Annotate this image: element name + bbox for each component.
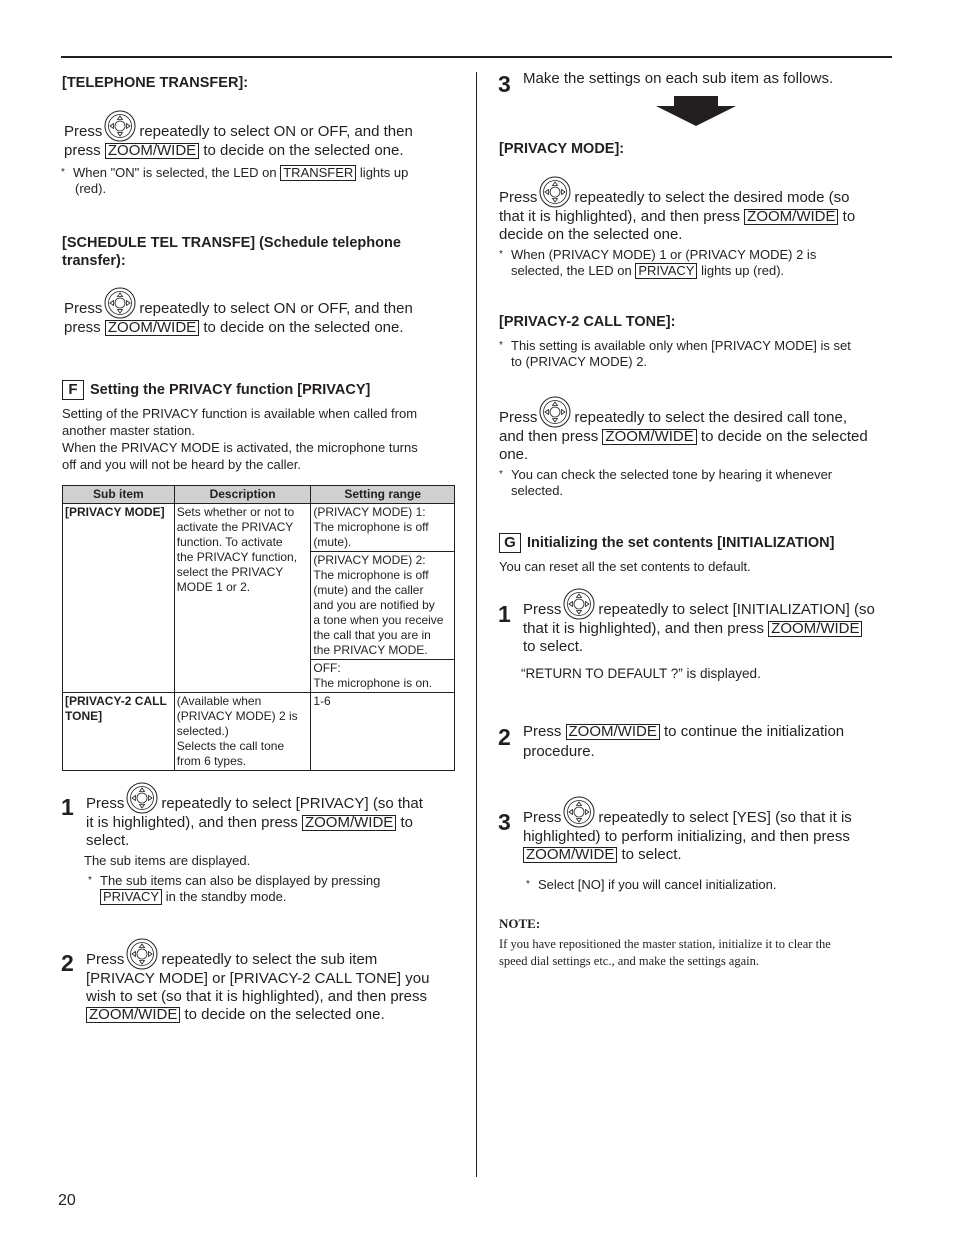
note-body: [499, 936, 899, 970]
note-line: If you have repositioned the master station, initialize it to clear the: [499, 937, 831, 951]
zoom-wide-key: ZOOM/WIDE: [105, 143, 199, 159]
instruction-text: repeatedly to select ON or OFF, and then: [139, 300, 413, 317]
step-number: 3: [498, 71, 511, 97]
call-tone-note: [499, 338, 889, 370]
zoom-wide-key: ZOOM/WIDE: [302, 815, 396, 831]
tel-transfer-instruction: [64, 110, 464, 160]
sub-item-cell: [PRIVACY MODE]: [63, 504, 175, 693]
sub-item-cell: [63, 693, 175, 771]
cell-line: the call that you are in: [313, 628, 431, 642]
section-title: Setting the PRIVACY function [PRIVACY]: [90, 382, 371, 398]
privacy-mode-note: [499, 247, 889, 279]
call-tone-instruction: [499, 396, 889, 464]
zoom-wide-key: ZOOM/WIDE: [768, 621, 862, 637]
instruction-text: press: [64, 142, 101, 159]
cell-line: the PRIVACY function,: [176, 550, 298, 564]
cell-line: (Available when: [176, 694, 262, 708]
table-header-row: [63, 486, 455, 504]
instruction-text: to: [842, 208, 856, 225]
call-tone-heading: [PRIVACY-2 CALL TONE]:: [499, 314, 676, 330]
note-text: You can check the selected tone by hearing it whenever: [511, 467, 833, 482]
cell-line: TONE]: [65, 709, 103, 723]
instruction-text: to decide on the selected one.: [184, 1006, 385, 1023]
table-row: [63, 504, 455, 552]
dial-icon: [126, 782, 158, 814]
press-text: Press: [64, 300, 103, 317]
step1-note: [88, 873, 448, 905]
dial-icon: [539, 396, 571, 428]
step-number: 2: [61, 950, 74, 976]
note-text: selected, the LED on: [511, 263, 632, 278]
cell-line: Selects the call tone: [176, 739, 285, 753]
privacy-key: PRIVACY: [635, 263, 697, 279]
instruction-text: highlighted) to perform initializing, and then press: [523, 828, 850, 845]
cell-line: The microphone is on.: [313, 676, 433, 690]
intro-line: off and you will not be heard by the caller.: [62, 457, 301, 472]
step1-result: The sub items are displayed.: [84, 853, 251, 868]
instruction-text: it is highlighted), and then press: [86, 814, 298, 831]
g-step2-instruction: [523, 723, 898, 761]
cell-line: a tone when you receive: [313, 613, 444, 627]
instruction-text: to decide on the selected one.: [203, 142, 404, 159]
cell-line: function. To activate: [176, 535, 283, 549]
privacy-key: PRIVACY: [100, 889, 162, 905]
tel-transfer-note: [61, 165, 461, 197]
g-step1-result: “RETURN TO DEFAULT ?” is displayed.: [521, 666, 761, 681]
tel-transfer-heading: [TELEPHONE TRANSFER]:: [62, 75, 249, 91]
cell-line: selected.): [176, 724, 229, 738]
intro-line: Setting of the PRIVACY function is available when called from: [62, 406, 418, 421]
table-row: [63, 693, 455, 771]
note-text: When (PRIVACY MODE) 1 or (PRIVACY MODE) 2 is: [511, 247, 817, 262]
g-step3-instruction: [523, 796, 898, 864]
schedule-instruction: [64, 287, 464, 337]
section-g-intro: You can reset all the set contents to default.: [499, 559, 751, 574]
description-cell: [174, 693, 311, 771]
press-text: Press: [523, 601, 562, 618]
note-label: NOTE:: [499, 916, 541, 931]
cell-line: (PRIVACY MODE) 2:: [313, 553, 426, 567]
g-step1-instruction: [523, 588, 898, 656]
col-header: Sub item: [63, 486, 175, 504]
note-line: speed dial settings etc., and make the settings again.: [499, 954, 759, 968]
instruction-text: [PRIVACY MODE] or [PRIVACY-2 CALL TONE] you: [86, 970, 430, 987]
cell-line: The microphone is off: [313, 568, 429, 582]
instruction-text: press: [64, 319, 101, 336]
privacy-settings-table: [62, 485, 455, 771]
setting-cell: [311, 552, 455, 660]
press-text: Press: [499, 189, 538, 206]
zoom-wide-key: ZOOM/WIDE: [566, 724, 660, 740]
instruction-text: repeatedly to select [PRIVACY] (so that: [161, 795, 423, 812]
instruction-text: repeatedly to select the desired call tone,: [574, 409, 848, 426]
press-text: Press: [86, 951, 125, 968]
note-text: This setting is available only when [PRIVACY MODE] is set: [511, 338, 851, 353]
call-tone-note2: [499, 467, 889, 499]
dial-icon: [126, 938, 158, 970]
instruction-text: procedure.: [523, 743, 595, 760]
asterisk: *: [526, 879, 530, 890]
instruction-text: one.: [499, 446, 529, 463]
step2-instruction: [86, 938, 466, 1024]
instruction-text: decide on the selected one.: [499, 226, 683, 243]
step-number: 2: [498, 724, 511, 750]
cell-line: [PRIVACY-2 CALL: [65, 694, 167, 708]
step-number: 1: [498, 601, 511, 627]
cell-line: (PRIVACY MODE) 2 is: [176, 709, 298, 723]
instruction-text: repeatedly to select [YES] (so that it is: [598, 809, 852, 826]
instruction-text: to select.: [621, 846, 682, 863]
section-g-header: [499, 533, 834, 553]
instruction-text: repeatedly to select [INITIALIZATION] (so: [598, 601, 875, 618]
instruction-text: repeatedly to select the desired mode (so: [574, 189, 850, 206]
instruction-text: repeatedly to select ON or OFF, and then: [139, 123, 413, 140]
section-letter: F: [62, 380, 84, 400]
note-text: lights up (red).: [701, 263, 785, 278]
instruction-text: select.: [86, 832, 130, 849]
asterisk: *: [88, 875, 92, 886]
cell-line: MODE 1 or 2.: [176, 580, 251, 594]
note-text: The sub items can also be displayed by pressing: [100, 873, 381, 888]
schedule-heading: [62, 234, 472, 270]
step3-text: Make the settings on each sub item as follows.: [523, 70, 834, 87]
dial-icon: [563, 588, 595, 620]
step1-instruction: [86, 782, 456, 850]
section-f-intro: [62, 405, 462, 473]
dial-icon: [104, 110, 136, 142]
dial-icon: [539, 176, 571, 208]
privacy-mode-heading: [PRIVACY MODE]:: [499, 141, 625, 157]
asterisk: *: [499, 340, 503, 351]
note-text: Select [NO] if you will cancel initialization.: [538, 877, 777, 892]
asterisk: *: [499, 249, 503, 260]
press-text: Press: [523, 723, 562, 740]
note-text: in the standby mode.: [165, 889, 287, 904]
press-text: Press: [499, 409, 538, 426]
cell-line: (mute).: [313, 535, 352, 549]
arrow-down-icon: [656, 96, 736, 126]
instruction-text: to select.: [523, 638, 584, 655]
col-header: Setting range: [311, 486, 455, 504]
instruction-text: to decide on the selected one.: [203, 319, 404, 336]
col-header: Description: [174, 486, 311, 504]
cell-line: OFF:: [313, 661, 341, 675]
intro-line: When the PRIVACY MODE is activated, the microphone turns: [62, 440, 418, 455]
section-title: Initializing the set contents [INITIALIZATION]: [527, 535, 835, 551]
instruction-text: repeatedly to select the sub item: [161, 951, 378, 968]
asterisk: *: [61, 167, 65, 178]
zoom-wide-key: ZOOM/WIDE: [602, 429, 696, 445]
cell-line: Sets whether or not to: [176, 505, 295, 519]
zoom-wide-key: ZOOM/WIDE: [523, 847, 617, 863]
press-text: Press: [64, 123, 103, 140]
note-text: When "ON" is selected, the LED on: [73, 165, 277, 180]
note-text: lights up: [359, 165, 409, 180]
cell-line: (PRIVACY MODE) 1:: [313, 505, 426, 519]
cell-line: activate the PRIVACY: [176, 520, 294, 534]
note-text: (red).: [75, 181, 107, 196]
instruction-text: to: [400, 814, 413, 831]
instruction-text: wish to set (so that it is highlighted), and then press: [86, 988, 428, 1005]
cell-line: and you are notified by: [313, 598, 435, 612]
top-rule: [61, 56, 892, 58]
instruction-text: to continue the initialization: [664, 723, 845, 740]
dial-icon: [104, 287, 136, 319]
instruction-text: to decide on the selected: [700, 428, 868, 445]
setting-cell: [311, 660, 455, 693]
cell-line: The microphone is off: [313, 520, 429, 534]
cell-line: from 6 types.: [176, 754, 247, 768]
transfer-key: TRANSFER: [280, 165, 356, 181]
dial-icon: [563, 796, 595, 828]
zoom-wide-key: ZOOM/WIDE: [86, 1007, 180, 1023]
instruction-text: and then press: [499, 428, 599, 445]
press-text: Press: [523, 809, 562, 826]
heading-line: transfer):: [62, 253, 126, 269]
column-separator: [476, 72, 477, 1177]
step-number: 1: [61, 794, 74, 820]
step-number: 3: [498, 809, 511, 835]
section-letter: G: [499, 533, 521, 553]
zoom-wide-key: ZOOM/WIDE: [105, 320, 199, 336]
description-cell: [174, 504, 311, 693]
zoom-wide-key: ZOOM/WIDE: [744, 209, 838, 225]
section-f-header: [62, 380, 370, 400]
asterisk: *: [499, 469, 503, 480]
cell-line: select the PRIVACY: [176, 565, 284, 579]
press-text: Press: [86, 795, 125, 812]
cell-line: the PRIVACY MODE.: [313, 643, 428, 657]
note-text: selected.: [511, 483, 564, 498]
heading-line: [SCHEDULE TEL TRANSFE] (Schedule telephone: [62, 235, 401, 251]
setting-cell: [311, 504, 455, 552]
instruction-text: that it is highlighted), and then press: [523, 620, 764, 637]
instruction-text: that it is highlighted), and then press: [499, 208, 740, 225]
page-number: 20: [58, 1192, 76, 1209]
g-step3-note: [526, 877, 776, 893]
intro-line: another master station.: [62, 423, 195, 438]
setting-cell: 1-6: [311, 693, 455, 771]
cell-line: (mute) and the caller: [313, 583, 424, 597]
privacy-mode-instruction: [499, 176, 889, 244]
note-text: to (PRIVACY MODE) 2.: [511, 354, 648, 369]
